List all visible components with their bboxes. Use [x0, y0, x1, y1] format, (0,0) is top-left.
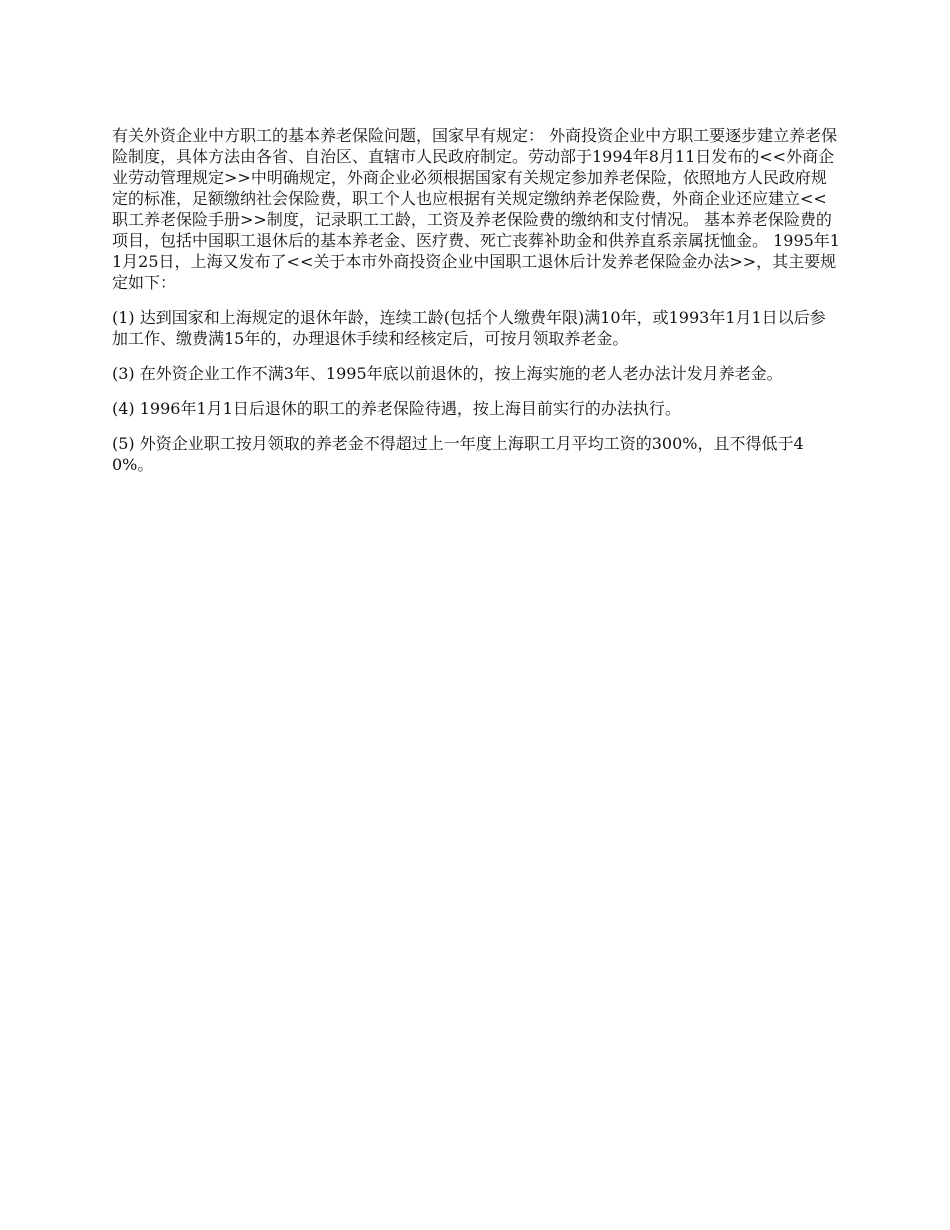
intro-paragraph: 有关外资企业中方职工的基本养老保险问题，国家早有规定： 外商投资企业中方职工要逐步建立养老保险制度，具体方法由各省、自治区、直辖市人民政府制定。劳动部于1994年8月11日发布的<<外商企业劳动管理规定>>中明确规定，外商企业必须根据国家有关规定参加养老保险，依照地方人民政府规定的标准，足额缴纳社会保险费，职工个人也应根据有关规定缴纳养老保险费，外商企业还应建立<<职工养老保险手册>>制度，记录职工工龄，工资及养老保险费的缴纳和支付情况。 基本养老保险费的项目，包括中国职工退休后的基本养老金、医疗费、死亡丧葬补助金和供养直系亲属抚恤金。 1995年11月25日，上海又发布了<<关于本市外商投资企业中国职工退休后计发养老保险金办法>>，其主要规定如下： [112, 126, 840, 292]
rule-1-paragraph: (1) 达到国家和上海规定的退休年龄，连续工龄(包括个人缴费年限)满10年，或1993年1月1日以后参加工作、缴费满15年的，办理退休手续和经核定后，可按月领取养老金。 [112, 308, 826, 348]
rule-3-paragraph: (3) 在外资企业工作不满3年、1995年底以前退休的，按上海实施的老人老办法计发月养老金。 [112, 364, 783, 383]
rule-4-paragraph: (4) 1996年1月1日后退休的职工的养老保险待遇，按上海目前实行的办法执行。 [112, 399, 681, 418]
document-page [112, 125, 840, 489]
rule-5-paragraph: (5) 外资企业职工按月领取的养老金不得超过上一年度上海职工月平均工资的300%，且不得低于40%。 [112, 434, 804, 474]
